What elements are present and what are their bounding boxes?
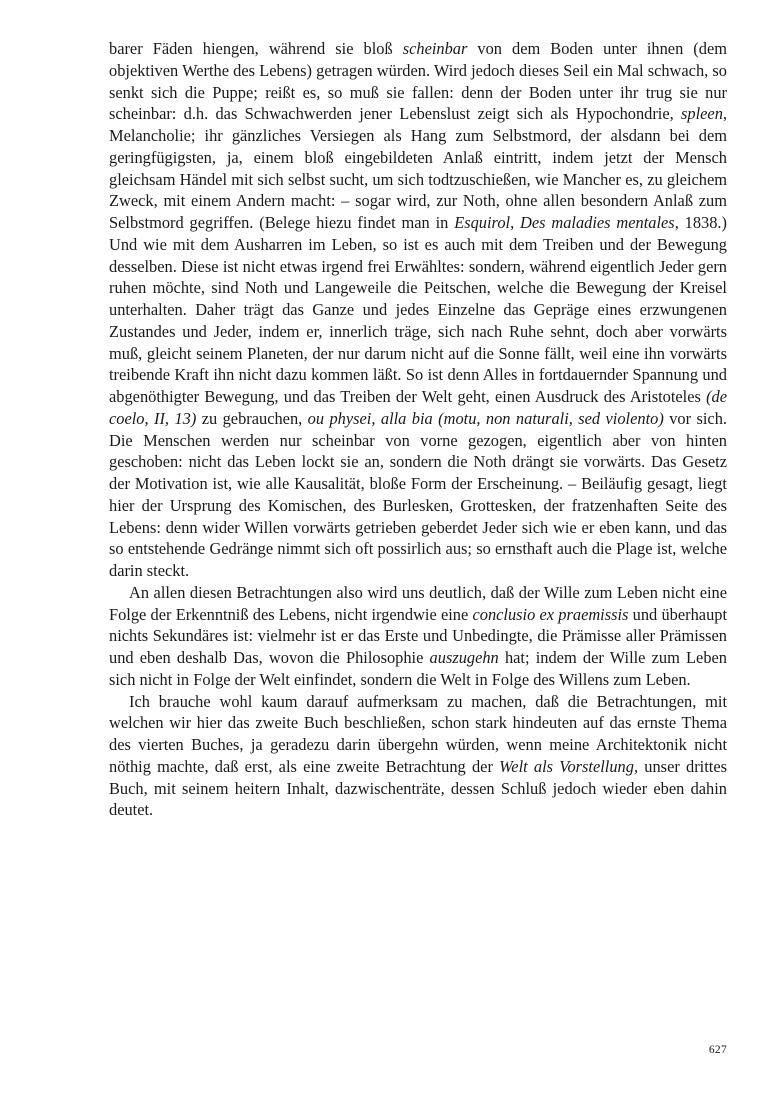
body-paragraph (109, 582, 727, 691)
text-run: unser drittes Buch, mit seinem heitern Inhalt, dazwischenträte, dessen Schluß jedoch wieder eben dahin deutet. (109, 756, 728, 820)
text-run: hat; indem der Wille zum Leben sich nicht in Folge der Welt einfindet, sondern die Welt in Folge des Willens zum Leben. (109, 648, 727, 689)
text-run: , 1838.) Und wie mit dem Ausharren im Leben, so ist es auch mit dem Treiben und der Bewegung desselben. Diese ist nicht etwas irgend frei Erwähltes: sondern, während eigentlich Jeder gern ruhen möchte, sind Noth und Langeweile die Peitschen, welche die Bewegung der Kreisel unterhalten. Daher trägt das Ganze und jedes Einzelne das Gepräge eines erzwungenen Zustandes und Jeder, indem er, innerlich träge, sich nach Ruhe sehnt, doch aber vorwärts muß, gleicht seinem Planeten, der nur darum nicht auf die Sonne fällt, weil eine ihn vorwärts treibende Kraft ihn nicht dazu kommen läßt. So ist denn Alles in fortdauernder Spannung und abgenöthigter Bewegung, und das Treiben der Welt geht, einen Ausdruck des Aristoteles (109, 213, 727, 406)
italic-text: scheinbar (402, 39, 468, 58)
italic-text: Esquirol, Des maladies mentales (454, 213, 675, 232)
page-body (109, 38, 727, 821)
text-run: An allen diesen Betrachtungen also wird uns deutlich, daß der Wille zum Leben nicht eine Folge der Erkenntniß des Lebens, nicht irgendwie eine (109, 582, 727, 624)
italic-text: spleen (681, 104, 723, 124)
italic-text: auszugehn (429, 648, 499, 667)
text-run: von dem Boden unter ihnen (dem objektiven Werthe des Lebens) getragen würden. Wird jedoch dieses Seil ein Mal schwach, so senkt sich die Puppe; reißt es, so muß sie fallen: denn der Boden unter ihr trug sie nur scheinbar: d.h. das Schwachwerden jener Lebenslust zeigt sich als Hypochondrie, (109, 39, 727, 124)
text-run: barer Fäden hiengen, während sie bloß (109, 39, 403, 58)
body-paragraph (109, 38, 727, 582)
text-run: zu gebrauchen, (196, 408, 308, 428)
text-run: vor sich. Die Menschen werden nur scheinbar von vorne gezogen, eigentlich aber von hinten geschoben: nicht das Leben lockt sie an, sondern die Noth drängt sie vorwärts. Das Gesetz der Motivation ist, wie alle Kausalität, bloße Form der Erscheinung. – Beiläufig gesagt, liegt hier der Ursprung des Komischen, des Burlesken, Grottesken, der fratzenhaften Seite des Lebens: denn wider Willen vorwärts getrieben geberdet Jeder sich wie er eben kann, und das so entstehende Gedränge nimmt sich oft possirlich aus; so ernsthaft auch die Plage ist, welche darin steckt. (109, 408, 727, 580)
text-run: Ich brauche wohl kaum darauf aufmerksam zu machen, daß die Betrachtungen, mit welchen wir hier das zweite Buch beschließen, schon stark hindeuten auf das ernste Thema des vierten Buches, ja geradezu darin übergehn würden, wenn meine Architektonik nicht nöthig machte, daß erst, als eine zweite Betrachtung der (109, 691, 727, 776)
page-number: 627 (708, 1044, 727, 1056)
italic-text: ou physei, alla bia (motu, non naturali, sed violento) (307, 408, 664, 428)
italic-text: Welt als Vorstellung, (499, 756, 639, 776)
italic-text: (de coelo, II, 13) (109, 387, 727, 428)
text-run: und überhaupt nichts Sekundäres ist: vielmehr ist er das Erste und Unbedingte, die Prämisse aller Prämissen und eben deshalb Das, wovon die Philosophie (109, 604, 728, 667)
italic-text: conclusio ex praemissis (472, 604, 629, 624)
body-paragraph (109, 691, 727, 822)
text-run: , Melancholie; ihr gänzliches Versiegen als Hang zum Selbstmord, der alsdann bei dem geringfügigsten, ja, einem bloß eingebildeten Anlaß eintritt, indem jetzt der Mensch gleichsam Händel mit sich selbst sucht, um sich todtzuschießen, wie Mancher es, zu gleichem Zweck, mit einem Andern macht: – sogar wird, zur Noth, ohne allen besondern Anlaß zum Selbstmord gegriffen. (Belege hiezu findet man in (109, 104, 727, 232)
